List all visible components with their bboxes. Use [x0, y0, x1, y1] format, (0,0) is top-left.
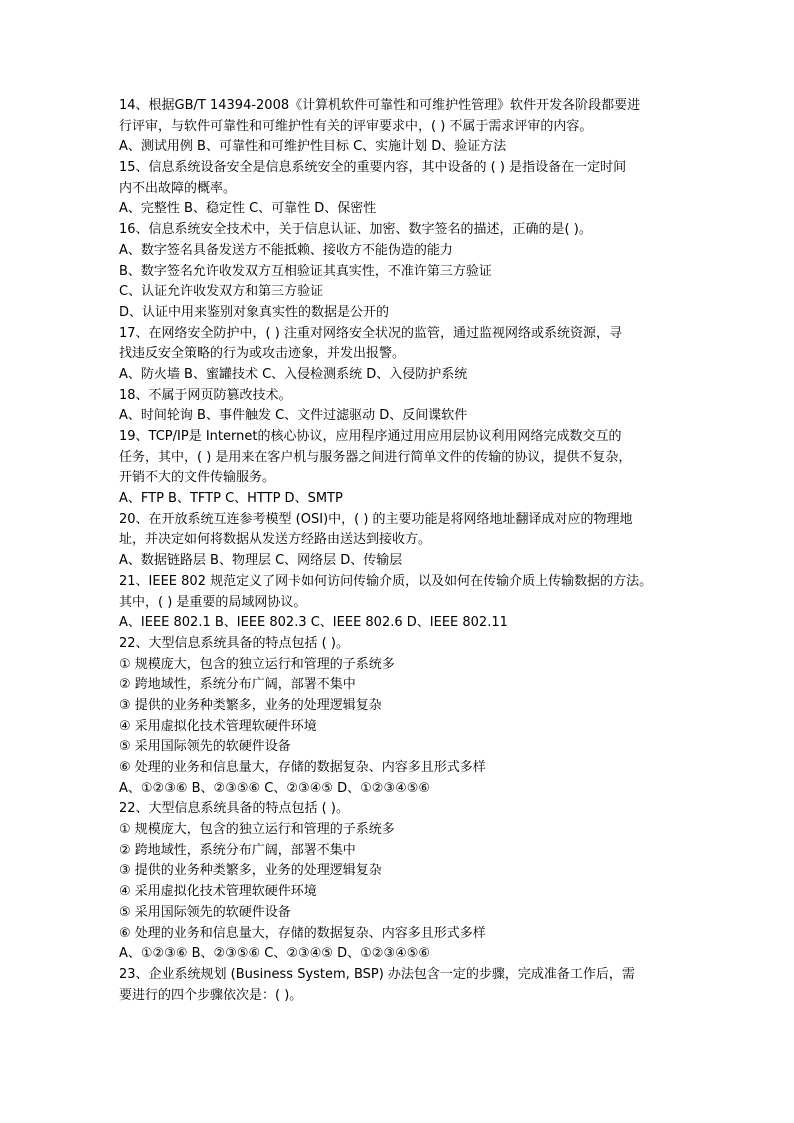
text-line: 19、TCP/IP是 Internet的核心协议，应用程序通过用应用层协议利用网络完成数交互的 [119, 429, 622, 444]
text-line: 要进行的四个步骤依次是：( )。 [119, 987, 303, 1003]
text-line: ⑤ 采用国际领先的软硬件设备 [119, 739, 291, 755]
text-line: ② 跨地域性，系统分布广阔，部署不集中 [119, 842, 356, 858]
text-line: A、①②③⑥ B、②③⑤⑥ C、②③④⑤ D、①②③④⑤⑥ [119, 946, 431, 962]
text-line: A、①②③⑥ B、②③⑤⑥ C、②③④⑤ D、①②③④⑤⑥ [119, 780, 431, 796]
document-page [119, 96, 689, 1006]
text-line: 行评审，与软件可靠性和可维护性有关的评审要求中，( ) 不属于需求评审的内容。 [119, 118, 593, 134]
text-line: 15、信息系统设备安全是信息系统安全的重要内容，其中设备的 ( ) 是指设备在一定时间 [119, 160, 627, 176]
text-line: ③ 提供的业务种类繁多，业务的处理逻辑复杂 [119, 697, 382, 713]
text-line: A、完整性 B、稳定性 C、可靠性 D、保密性 [119, 201, 377, 217]
text-line: ⑥ 处理的业务和信息量大，存储的数据复杂、内容多且形式多样 [119, 760, 486, 775]
text-line: A、数字签名具备发送方不能抵赖、接收方不能伪造的能力 [119, 242, 453, 258]
text-line: 开销不大的文件传输服务。 [119, 470, 276, 486]
text-line: ② 跨地域性，系统分布广阔，部署不集中 [119, 677, 356, 693]
text-line: C、认证允许收发双方和第三方验证 [119, 284, 324, 300]
text-line: 18、不属于网页防篡改技术。 [119, 387, 292, 403]
text-line: ⑤ 采用国际领先的软硬件设备 [119, 904, 291, 920]
text-line: 内不出故障的概率。 [119, 180, 237, 196]
text-line: 22、大型信息系统具备的特点包括 ( )。 [119, 635, 349, 651]
text-line: 其中，( ) 是重要的局域网协议。 [119, 594, 307, 610]
text-line: A、测试用例 B、可靠性和可维护性目标 C、实施计划 D、验证方法 [119, 139, 507, 155]
text-line: 找违反安全策略的行为或攻击迹象，并发出报警。 [119, 346, 406, 362]
text-line: A、防火墙 B、蜜罐技术 C、入侵检测系统 D、入侵防护系统 [119, 366, 468, 382]
text-line: 23、企业系统规划 (Business System, BSP) 办法包含一定的步骤，完成准备工作后，需 [119, 966, 635, 982]
text-line: A、FTP B、TFTP C、HTTP D、SMTP [119, 491, 343, 507]
text-line: 22、大型信息系统具备的特点包括 ( )。 [119, 801, 349, 817]
text-line: 20、在开放系统互连参考模型 (OSI)中，( ) 的主要功能是将网络地址翻译成对应的物理地 [119, 511, 633, 527]
text-line: 16、信息系统安全技术中，关于信息认证、加密、数字签名的描述，正确的是( )。 [119, 222, 592, 238]
text-line: D、认证中用来鉴别对象真实性的数据是公开的 [119, 304, 390, 320]
text-line: ③ 提供的业务种类繁多，业务的处理逻辑复杂 [119, 863, 382, 879]
text-line: ⑥ 处理的业务和信息量大，存储的数据复杂、内容多且形式多样 [119, 925, 486, 941]
text-line: ① 规模庞大，包含的独立运行和管理的子系统多 [119, 822, 395, 838]
text-line: B、数字签名允许收发双方互相验证其真实性，不准许第三方验证 [119, 263, 492, 279]
text-line: 14、根据GB/T 14394-2008《计算机软件可靠性和可维护性管理》软件开发各阶段都要进 [119, 98, 641, 113]
text-line: 址，并决定如何将数据从发送方经路由送达到接收方。 [119, 532, 432, 548]
text-line: 17、在网络安全防护中，( ) 注重对网络安全状况的监管，通过监视网络或系统资源，寻 [119, 325, 622, 341]
text-line: ① 规模庞大，包含的独立运行和管理的子系统多 [119, 656, 395, 672]
text-line: ④ 采用虚拟化技术管理软硬件环境 [119, 884, 317, 900]
text-line: ④ 采用虚拟化技术管理软硬件环境 [119, 718, 317, 734]
text-line: 任务，其中，( ) 是用来在客户机与服务器之间进行简单文件的传输的协议，提供不复杂， [119, 449, 632, 465]
text-line: A、IEEE 802.1 B、IEEE 802.3 C、IEEE 802.6 D、IEEE 802.11 [119, 615, 508, 631]
text-line: 21、IEEE 802 规范定义了网卡如何访问传输介质，以及如何在传输介质上传输数据的方法。 [119, 573, 653, 589]
text-line: A、数据链路层 B、物理层 C、网络层 D、传输层 [119, 553, 403, 569]
text-line: A、时间轮询 B、事件触发 C、文件过滤驱动 D、反间谍软件 [119, 408, 468, 424]
